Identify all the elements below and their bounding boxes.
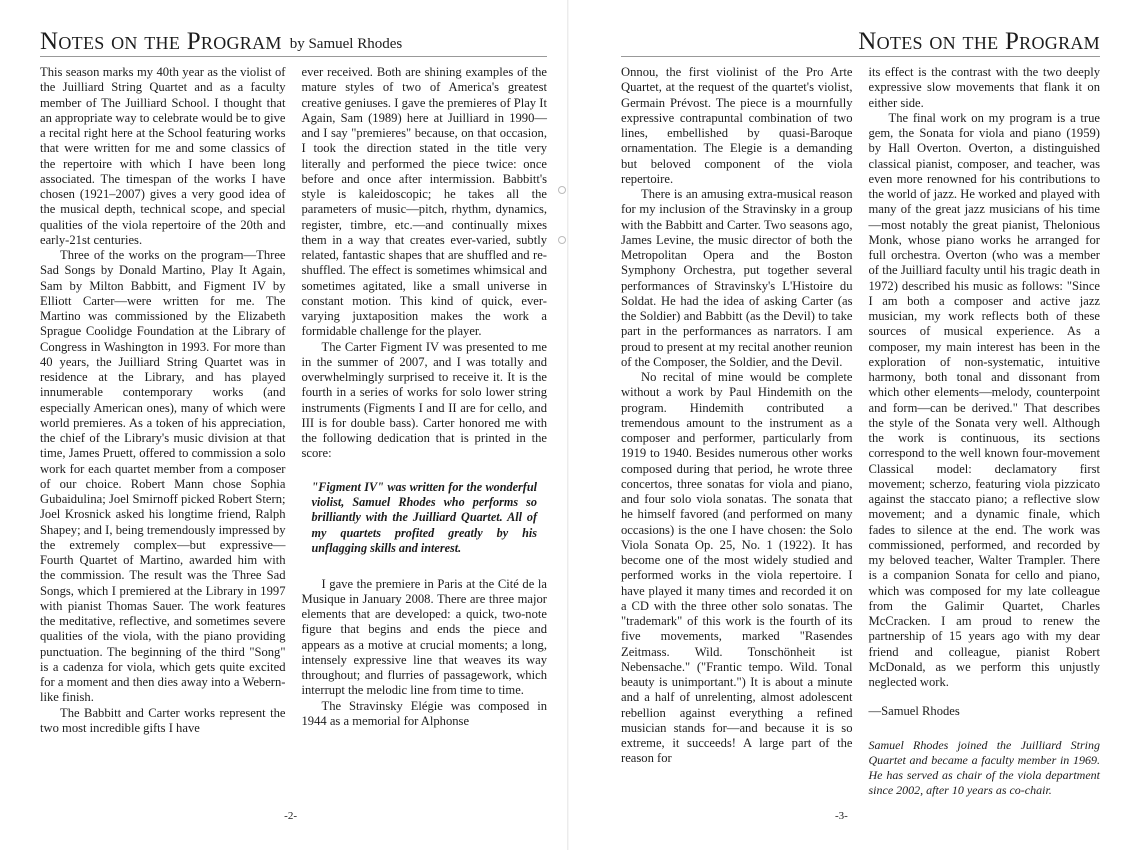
binding-mark bbox=[558, 236, 566, 244]
paragraph: I gave the premiere in Paris at the Cité de la Musique in January 2008. There are three major elements that are developed: a quick, two-note figure that begins and ends the piece and appears as a motive at crucial moments; a long, intensely expressive line that weaves its way throughout; and flurries of passagework, which interrupt the melodic line from time to time. bbox=[301, 576, 547, 698]
paragraph: No recital of mine would be complete without a work by Paul Hindemith on the program. Hindemith contributed a tremendous amount to the instrument as a composer and performer, particularly from 1919 to 1940. Besides numerous other works composed during that period, he wrote three concertos, three sonatas for viola and piano, and four solo viola sonatas. The sonata that he himself favored (and performed on many occasions) is the one I have chosen: the Solo Viola Sonata Op. 25, No. 1 (1922). It has become one of the most widely studied and performed works in the viola repertoire. I have played it many times and recorded it on a CD with the three other solo sonatas. The "trademark" of this work is the fourth of its five movements, marked "Rasendes Zeitmass. Wild. Tonschönheit ist Nebensache." ("Frantic tempo. Wild. Tonal beauty is unimportant.") It is about a minute and a half of unrelenting, almost adolescent rebellion against everything a refined musician stands for—and because it is so extreme, it succeeds! A large part of the reason for bbox=[621, 370, 853, 766]
author-bio: Samuel Rhodes joined the Juilliard String Quartet and became a faculty member in 1969. He has served as chair of the viola department since 2002, after 10 years as co-chair. bbox=[868, 737, 1100, 797]
dedication-quote: "Figment IV" was written for the wonderful violist, Samuel Rhodes who performs so brilliantly with the Juilliard Quartet. All of my quartets profited greatly by his unflagging skills and interest. bbox=[311, 479, 537, 556]
column-2 bbox=[302, 65, 548, 736]
text-columns bbox=[621, 65, 1100, 798]
paragraph: There is an amusing extra-musical reason for my inclusion of the Stravinsky in a group with the Babbitt and Carter. Two seasons ago, James Levine, the music director of both the Metropolitan Opera and the Boston Symphony Orchestra, put together several performances of Stravinsky's L'Histoire du Soldat. He had the idea of asking Carter (as the Soldier) and Babbitt (as the Devil) to take part in the performances as narrators. I am proud to present at my recital another reunion of the Composer, the Soldier, and the Devil. bbox=[621, 187, 853, 369]
paragraph: Three of the works on the program—Three Sad Songs by Donald Martino, Play It Again, Sam by Milton Babbitt, and Figment IV by Elliott Carter—were written for me. The Martino was commissioned by the Elizabeth Sprague Coolidge Foundation at the Library of Congress in Washington in 1993. For more than 40 years, the Juilliard String Quartet was in residence at the Library, and has played innumerable contemporary works (and especially American ones), many of which were world premieres. As a token of his appreciation, the chief of the Library's music division at that time, James Pruett, offered to commission a solo work for each quartet member from a composer of our choice. Robert Mann chose Sophia Gubaidulina; Joel Smirnoff picked Robert Stern; Joel Krosnick asked his longtime friend, Ralph Shapey; and I, being tremendously impressed by the extremely complex—but expressive—Fourth Quartet of Martino, awarded him with the commission. The result was the Three Sad Songs, which I premiered at the Library in 1997 with pianist Thomas Sauer. The work features the meditative, reflective, and sometimes severe qualities of the viola, with the piano providing punctuation. The beginning of the third "Song" is a cadenza for viola, which gets quite excited for a moment and then dies away into a Webern-like finish. bbox=[40, 248, 286, 705]
page-number: -3- bbox=[835, 810, 848, 822]
page-number: -2- bbox=[284, 810, 297, 822]
binding-mark bbox=[558, 186, 566, 194]
paragraph: The Stravinsky Elégie was composed in 1944 as a memorial for Alphonse bbox=[301, 698, 547, 728]
page-header bbox=[621, 26, 1100, 57]
page-title: Notes on the Program bbox=[858, 28, 1100, 55]
right-page bbox=[567, 0, 1134, 850]
paragraph: its effect is the contrast with the two deeply expressive slow movements that flank it on either side. bbox=[868, 65, 1100, 110]
paragraph: This season marks my 40th year as the violist of the Juilliard String Quartet and as a faculty member of The Juilliard School. I thought that an appropriate way to celebrate would be to give a recital right here at the School featuring works that were written for me and some classics of the repertoire with which I have been long associated. The timespan of the works I have chosen (1921–2007) gives a very good idea of the musical depth, technical scope, and special qualities of the viola repertoire of the 20th and early-21st centuries. bbox=[40, 65, 286, 247]
column-1 bbox=[621, 65, 853, 798]
column-1 bbox=[40, 65, 286, 736]
page-header bbox=[40, 26, 547, 57]
signature: —Samuel Rhodes bbox=[868, 704, 960, 719]
paragraph: The Carter Figment IV was presented to me in the summer of 2007, and I was totally and overwhelmingly surprised to receive it. It is the fourth in a series of works for solo lower string instruments (Figments I and II are for cello, and III is for double bass). Carter honored me with the following dedication that is printed in the score: bbox=[301, 339, 547, 461]
text-columns bbox=[40, 65, 547, 736]
paragraph: The Babbitt and Carter works represent the two most incredible gifts I have bbox=[40, 705, 286, 735]
byline: by Samuel Rhodes bbox=[289, 36, 403, 52]
paragraph: ever received. Both are shining examples of the mature styles of two of America's greatest creative geniuses. I gave the premieres of Play It Again, Sam (1989) here at Juilliard in 1990—and I say "premieres" because, on that occasion, I took the direction stated in the title very literally and performed the piece twice: once before and once after intermission. Babbitt's style is kaleidoscopic; he takes all the parameters of music—pitch, rhythm, dynamics, register, timbre, etc.—and continually mixes them in a way that creates ever-varied, subtly related, fantastic shapes that are shuffled and re-shuffled. The effect is sometimes whimsical and sometimes agitated, like a small universe in constant motion. This kind of quick, ever-varying juxtaposition makes the work a formidable challenge for the player. bbox=[301, 65, 547, 339]
paragraph: Onnou, the first violinist of the Pro Arte Quartet, at the request of the quartet's violist, Germain Prévost. The piece is a mournfully expressive contrapuntal combination of two lines, embellished by quasi-Baroque ornamentation. The Elegie is a demanding but beloved component of the viola repertoire. bbox=[621, 65, 853, 186]
paragraph: The final work on my program is a true gem, the Sonata for viola and piano (1959) by Hall Overton. Overton, a distinguished classical pianist, composer, and teacher, was even more renowned for his contributions to the world of jazz. He worked and played with many of the great jazz musicians of his time—most notably the great pianist, Thelonious Monk, whose piano works he arranged for full orchestra. Overton (who was a member of the Juilliard faculty until his tragic death in 1972) described his music as follows: "Since I am both a composer and active jazz musician, my work reflects both of these sources of musical experience. As a composer, my main interest has been in the exploration of non-systematic, intuitive harmony, both tonal and dissonant from which other elements—melody, counterpoint and form—can be derived." That describes the style of the Sonata very well. Although the work is continuous, its sections correspond to the well known four-movement Classical model: declamatory first movement; scherzo, featuring viola pizzicato against the staccato piano; a reflective slow movement; and a dynamic finale, which fades to silence at the end. The work was commissioned, performed, and recorded by my beloved teacher, Walter Trampler. There is a companion Sonata for cello and piano, which was composed for my late colleague from the Galimir Quartet, Charles McCracken. I am proud to renew the partnership of 15 years ago with my dear friend and colleague, pianist Robert McDonald, as we perform this unjustly neglected work. bbox=[868, 110, 1100, 689]
column-2 bbox=[869, 65, 1101, 798]
page-title: Notes on the Program bbox=[40, 28, 282, 55]
